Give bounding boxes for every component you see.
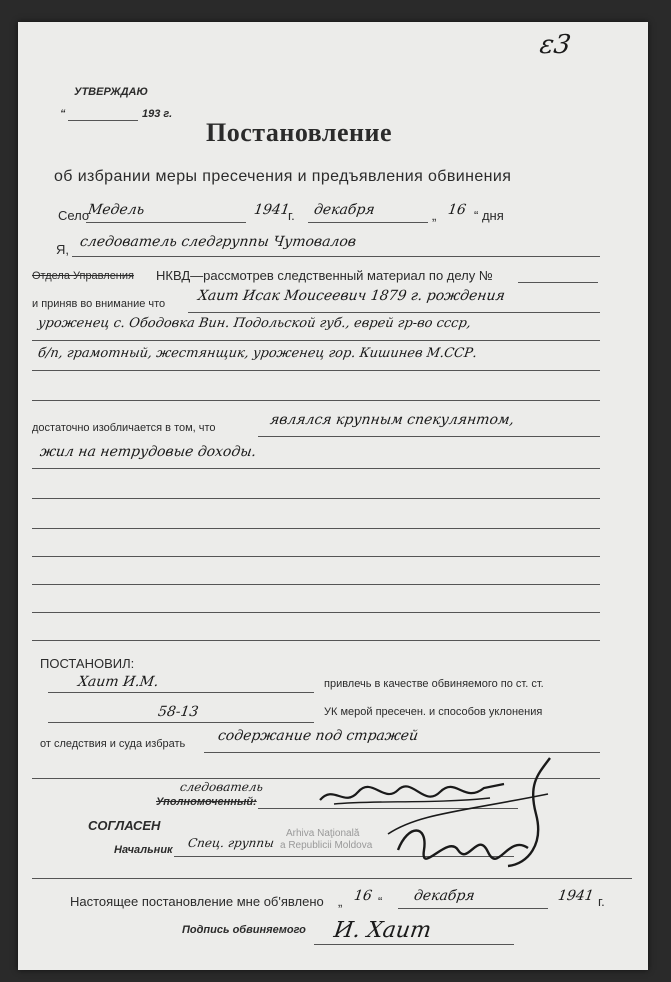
- document-subtitle: об избрании меры пресечения и предъявления обвинения: [54, 168, 512, 185]
- evidence-line-1: являлся крупным спекулянтом,: [268, 412, 516, 428]
- date-year-value: 1941: [252, 202, 291, 218]
- measure-value: содержание под стражей: [216, 728, 420, 744]
- announcement-day-suffix: “: [378, 894, 383, 909]
- article-value: 58-13: [156, 704, 200, 720]
- evidence-rule-2: [32, 468, 600, 469]
- considering-rule-1: [188, 312, 600, 313]
- dept-struck: Отдела Управления: [32, 270, 134, 282]
- archive-stamp-line-2: a Republicii Moldova: [280, 840, 373, 851]
- evidence-rule-1: [258, 436, 600, 437]
- accused-line: [48, 692, 314, 693]
- evidence-label: достаточно изобличается в том, что: [32, 422, 216, 434]
- date-month-line: [308, 222, 428, 223]
- article-text: УК мерой пресечен. и способов уклонения: [324, 706, 543, 718]
- accused-value: Хаит И.М.: [76, 674, 160, 690]
- date-day-prefix: „: [432, 208, 437, 223]
- document-title: Постановление: [206, 118, 393, 147]
- chief-signature: [378, 754, 578, 884]
- date-month-value: декабря: [312, 202, 376, 218]
- official-label: Я,: [56, 242, 69, 257]
- announcement-month: декабря: [412, 888, 476, 904]
- accused-sign-label: Подпись обвиняемого: [182, 924, 306, 936]
- announcement-month-line: [398, 908, 548, 909]
- authorized-correction: следователь: [179, 780, 265, 794]
- place-value: Медель: [86, 202, 146, 218]
- announcement-day-prefix: „: [338, 894, 343, 909]
- official-line: [72, 256, 600, 257]
- place-line: [86, 222, 246, 223]
- measure-label: от следствия и суда избрать: [40, 738, 186, 750]
- evidence-rule-6: [32, 584, 600, 585]
- measure-line: [204, 752, 600, 753]
- announcement-year-label: г.: [598, 894, 605, 909]
- agreed-label: СОГЛАСЕН: [88, 818, 161, 833]
- date-day-suffix: “ дня: [474, 208, 504, 223]
- considering-label: и приняв во внимание что: [32, 298, 166, 310]
- accused-signature: И. Хаит: [332, 918, 433, 943]
- case-number-line: [518, 282, 598, 283]
- chief-correction: Спец. группы: [187, 836, 275, 850]
- evidence-rule-3: [32, 498, 600, 499]
- approve-year: 193 г.: [142, 108, 173, 120]
- accused-text: привлечь в качестве обвиняемого по ст. ст.: [324, 678, 544, 690]
- accused-sign-line: [314, 944, 514, 945]
- official-value: следователь следгруппы Чутовалов: [78, 234, 358, 250]
- considering-rule-2: [32, 340, 600, 341]
- announcement-day: 16: [352, 888, 373, 904]
- announcement-year: 1941: [556, 888, 595, 904]
- authorized-label: Уполномоченный:: [156, 796, 257, 808]
- considering-rule-3: [32, 370, 600, 371]
- chief-label: Начальник: [114, 844, 173, 856]
- approve-year-prefix: “: [60, 108, 66, 120]
- dept-label: НКВД—рассмотрев следственный материал по делу №: [156, 268, 493, 283]
- archive-stamp-line-1: Arhiva Naţională: [286, 828, 360, 839]
- approve-label: УТВЕРЖДАЮ: [74, 86, 148, 98]
- evidence-line-2: жил на нетрудовые доходы.: [38, 444, 258, 460]
- article-line: [48, 722, 314, 723]
- considering-rule-4: [32, 400, 600, 401]
- approve-date-line: [68, 120, 138, 121]
- evidence-rule-5: [32, 556, 600, 557]
- corner-mark: ε3: [537, 30, 573, 60]
- considering-line-3: б/п, грамотный, жестянщик, уроженец гор. Кишинев М.ССР.: [36, 346, 478, 361]
- considering-line-2: уроженец с. Ободовка Вин. Подольской губ., еврей гр-во ссср,: [36, 316, 472, 331]
- date-day-value: 16: [446, 202, 467, 218]
- evidence-rule-8: [32, 640, 600, 641]
- considering-line-1: Хаит Исак Моисеевич 1879 г. рождения: [196, 288, 506, 304]
- evidence-rule-4: [32, 528, 600, 529]
- document-sheet: [18, 22, 648, 970]
- announcement-label: Настоящее постановление мне об'явлено: [70, 894, 324, 909]
- date-year-label: г.: [288, 208, 295, 223]
- evidence-rule-7: [32, 612, 600, 613]
- announcement-rule: [32, 878, 632, 879]
- resolution-label: ПОСТАНОВИЛ:: [40, 656, 135, 671]
- place-label: Село: [58, 208, 90, 223]
